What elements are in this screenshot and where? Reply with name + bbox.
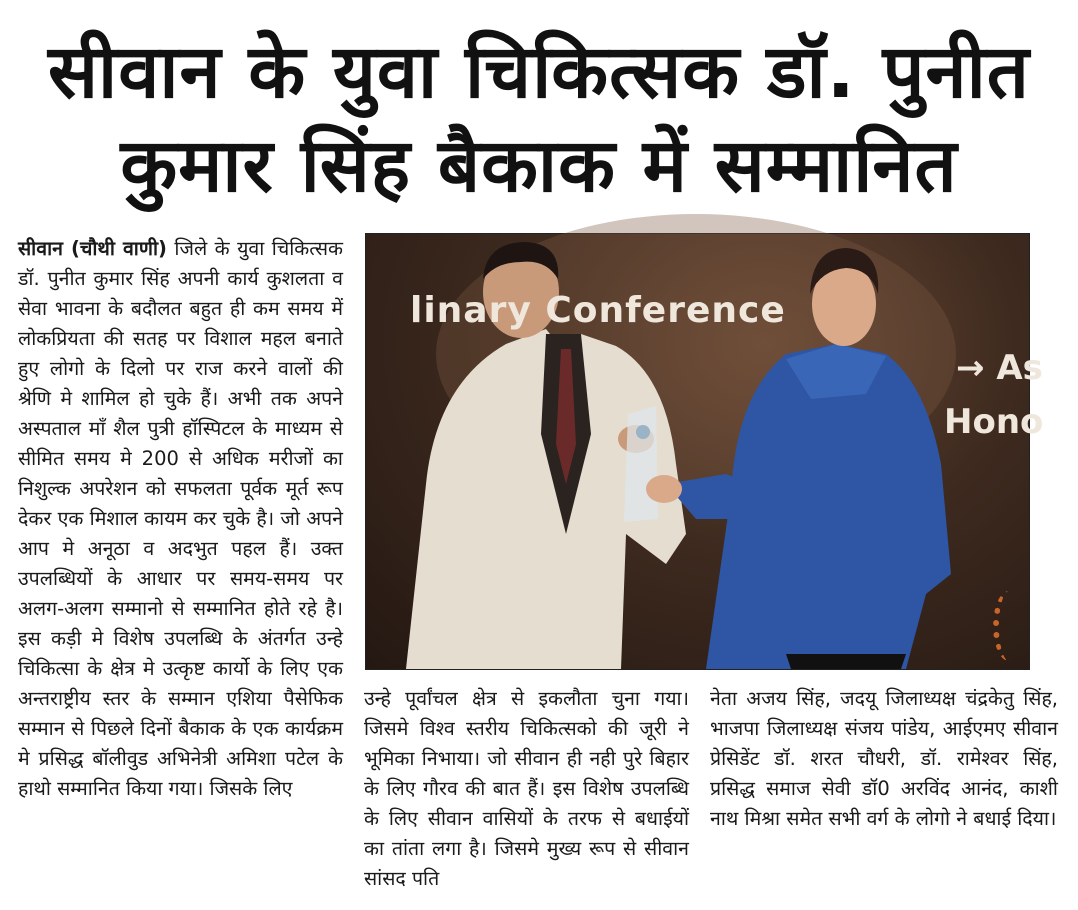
banner-right-text-2: Hono (944, 402, 1044, 442)
article-column-2 (364, 684, 689, 894)
article-column-3 (710, 684, 1058, 834)
article-text-col2: उन्हे पूर्वांचल क्षेत्र से इकलौता चुना गया। जिसमे विश्व स्तरीय चिकित्सको की जूरी ने भूमिका निभाया। जो सीवान ही नही पुरे बिहार के लिए गौरव की बात हैं। इस विशेष उपलब्धि के लिए सीवान वासियों के तरफ से बधाईयों का तांता लगा है। जिसमे मुख्य रूप से सीवान सांसद पति (364, 687, 689, 890)
laurel-wreath (993, 591, 1025, 661)
article-text-col3: नेता अजय सिंह, जदयू जिलाध्यक्ष चंद्रकेतु सिंह, भाजपा जिलाध्यक्ष संजय पांडेय, आईएमए सीवान प्रेसिडेंट डॉ. शरत चौधरी, डॉ. रामेश्वर सिंह, प्रसिद्ध समाज सेवी डॉ0 अरविंद आनंद, काशी नाथ मिश्रा समेत सभी वर्ग के लोगो ने बधाई दिया। (710, 687, 1058, 830)
award-photo (365, 233, 1044, 670)
article-column-1 (18, 234, 343, 804)
banner-right-text-1: → As (956, 348, 1043, 388)
article-text-col1: जिले के युवा चिकित्सक डॉ. पुनीत कुमार सिंह अपनी कार्य कुशलता व सेवा भावना के बदौलत बहुत ही कम समय में लोकप्रियता की सतह पर विशाल महल बनाते हुए लोगो के दिलो पर राज करने वालों की श्रेणि मे शामिल हो चुके हैं। अभी तक अपने अस्पताल माँ शैल पुत्री हॉस्पिटल के माध्यम से सीमित समय मे 200 से अधिक मरीजों का निशुल्क अपरेशन को सफलता पूर्वक मूर्त रूप देकर एक मिशाल कायम कर चुके है। जो अपने आप मे अनूठा व अदभुत पहल हैं। उक्त उपलब्धियों के आधार पर समय-समय पर अलग-अलग सम्मानो से सम्मानित होते रहे है। इस कड़ी मे विशेष उपलब्धि के अंतर्गत उन्हे चिकित्सा के क्षेत्र मे उत्कृष्ट कार्यो के लिए एक अन्तराष्ट्रीय स्तर के सम्मान एशिया पैसेफिक सम्मान से पिछले दिनों बैकाक के एक कार्यक्रम मे प्रसिद्ध बॉलीवुड अभिनेत्री अमिशा पटेल के हाथो सम्मानित किया गया। जिसके लिए (18, 237, 343, 800)
dateline: सीवान (चौथी वाणी) (18, 237, 167, 260)
headline-line-2: कुमार सिंह बैकाक में सम्मानित (120, 123, 958, 209)
banner-conference-text: linary Conference (410, 290, 786, 331)
headline-line-1: सीवान के युवा चिकित्सक डॉ. पुनीत (48, 29, 1030, 115)
